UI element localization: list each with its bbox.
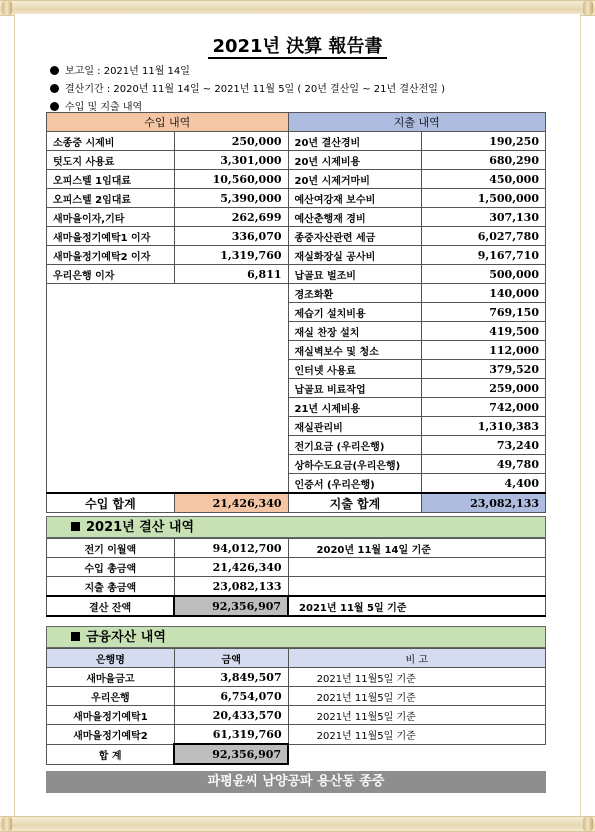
expense-label: 종중자산관련 세금: [288, 227, 422, 246]
asset-note: 2021년 11월5일 기준: [288, 668, 545, 687]
info-period: 결산기간 : 2020년 11월 14일 ~ 2021년 11월 5일 ( 20년 결산일 ~ 21년 결산전일 ): [50, 80, 445, 95]
income-label: 새마을정기예탁1 이자: [47, 227, 175, 246]
expense-value: 307,130: [422, 208, 546, 227]
income-value: 250,000: [174, 132, 288, 151]
scroll-rod-left: [2, 1, 12, 15]
expense-value: 419,500: [422, 322, 546, 341]
expense-label: 인증서 (우리은행): [288, 474, 422, 494]
income-label: 오피스텔 1임대료: [47, 170, 175, 189]
asset-amount: 20,433,570: [174, 706, 288, 725]
expense-value: 450,000: [422, 170, 546, 189]
expense-value: 769,150: [422, 303, 546, 322]
expense-value: 259,000: [422, 379, 546, 398]
expense-value: 140,000: [422, 284, 546, 303]
expense-label: 21년 시제비용: [288, 398, 422, 417]
table-row: [47, 706, 546, 725]
income-label: 새마을이자,기타: [47, 208, 175, 227]
income-value: 6,811: [174, 265, 288, 284]
expense-value: 49,780: [422, 455, 546, 474]
income-label: 텃도지 사용료: [47, 151, 175, 170]
income-label: 오피스텔 2임대료: [47, 189, 175, 208]
asset-amount: 61,319,760: [174, 725, 288, 745]
expense-label: 경조화환: [288, 284, 422, 303]
income-value: 262,699: [174, 208, 288, 227]
expense-label: 제습기 설치비용: [288, 303, 422, 322]
expense-value: 1,500,000: [422, 189, 546, 208]
expense-label: 재실관리비: [288, 417, 422, 436]
assets-total-value: 92,356,907: [174, 744, 288, 764]
expense-label: 20년 시제거마비: [288, 170, 422, 189]
footer-organization: 파평윤씨 남양공파 용산동 종중: [46, 771, 546, 793]
asset-bank: 우리은행: [47, 687, 175, 706]
expense-label: 20년 결산경비: [288, 132, 422, 151]
income-value: 336,070: [174, 227, 288, 246]
settlement-table: [46, 538, 546, 617]
settlement-label: 결산 잔액: [47, 596, 175, 616]
expense-value: 500,000: [422, 265, 546, 284]
asset-note: 2021년 11월5일 기준: [288, 725, 545, 745]
settlement-label: 지출 총금액: [47, 577, 175, 597]
expense-value: 6,027,780: [422, 227, 546, 246]
settlement-note: 2020년 11월 14일 기준: [288, 539, 545, 558]
table-row: [47, 265, 546, 284]
income-value: 10,560,000: [174, 170, 288, 189]
settlement-note: 2021년 11월 5일 기준: [288, 596, 545, 616]
assets-heading: 금융자산 내역: [46, 626, 546, 648]
asset-note: 2021년 11월5일 기준: [288, 706, 545, 725]
settlement-note: [288, 577, 545, 597]
expense-label: 재실화장실 공사비: [288, 246, 422, 265]
settlement-value: 23,082,133: [174, 577, 288, 597]
assets-col-amount: 금액: [174, 649, 288, 668]
scroll-rod-left: [2, 817, 12, 831]
expense-label: 재실 찬장 설치: [288, 322, 422, 341]
expense-value: 4,400: [422, 474, 546, 494]
expense-total-label: 지출 합계: [288, 493, 422, 513]
table-row: [47, 668, 546, 687]
assets-table: [46, 648, 546, 765]
expense-value: 680,290: [422, 151, 546, 170]
expense-label: 상하수도요금(우리은행): [288, 455, 422, 474]
scroll-rod-right: [583, 1, 593, 15]
expense-value: 73,240: [422, 436, 546, 455]
income-label: 소종중 시제비: [47, 132, 175, 151]
asset-bank: 새마을정기예탁2: [47, 725, 175, 745]
table-row: [47, 284, 546, 303]
expense-label: 20년 시제비용: [288, 151, 422, 170]
expense-label: 납골묘 벌조비: [288, 265, 422, 284]
asset-bank: 새마을정기예탁1: [47, 706, 175, 725]
expense-label: 전기요금 (우리은행): [288, 436, 422, 455]
income-empty-area: [47, 284, 289, 494]
bullet-icon: [50, 84, 59, 93]
expense-label: 예산여강재 보수비: [288, 189, 422, 208]
income-value: 5,390,000: [174, 189, 288, 208]
expense-value: 112,000: [422, 341, 546, 360]
bullet-icon: [50, 66, 59, 75]
table-row: [47, 151, 546, 170]
scroll-rod-right: [583, 817, 593, 831]
table-row: [47, 208, 546, 227]
table-row: [47, 227, 546, 246]
assets-col-bank: 은행명: [47, 649, 175, 668]
table-row: [47, 725, 546, 745]
table-row: [47, 687, 546, 706]
settlement-value: 92,356,907: [174, 596, 288, 616]
income-header: 수입 내역: [47, 113, 289, 132]
income-label: 새마을정기예탁2 이자: [47, 246, 175, 265]
income-label: 우리은행 이자: [47, 265, 175, 284]
settlement-value: 21,426,340: [174, 558, 288, 577]
info-section: 수입 및 지출 내역: [50, 98, 142, 113]
assets-total-row: [47, 744, 546, 764]
asset-amount: 3,849,507: [174, 668, 288, 687]
assets-total-label: 합 계: [47, 744, 175, 764]
income-value: 1,319,760: [174, 246, 288, 265]
square-bullet-icon: [71, 632, 80, 641]
expense-value: 742,000: [422, 398, 546, 417]
asset-note: 2021년 11월5일 기준: [288, 687, 545, 706]
table-row: [47, 132, 546, 151]
income-total-label: 수입 합계: [47, 493, 175, 513]
expense-total-value: 23,082,133: [422, 493, 546, 513]
income-expense-table: [46, 112, 546, 513]
expense-label: 납골묘 비료작업: [288, 379, 422, 398]
assets-total-blank: [288, 744, 545, 764]
table-row: [47, 170, 546, 189]
page-title: 2021년 決算 報告書: [0, 32, 595, 58]
expense-label: 예산춘행재 경비: [288, 208, 422, 227]
settlement-heading: 2021년 결산 내역: [46, 516, 546, 538]
expense-value: 9,167,710: [422, 246, 546, 265]
income-value: 3,301,000: [174, 151, 288, 170]
expense-value: 379,520: [422, 360, 546, 379]
assets-col-note: 비 고: [288, 649, 545, 668]
settlement-label: 전기 이월액: [47, 539, 175, 558]
table-row: [47, 189, 546, 208]
asset-bank: 새마을금고: [47, 668, 175, 687]
settlement-note: [288, 558, 545, 577]
expense-label: 인터넷 사용료: [288, 360, 422, 379]
bullet-icon: [50, 102, 59, 111]
income-total-value: 21,426,340: [174, 493, 288, 513]
asset-amount: 6,754,070: [174, 687, 288, 706]
square-bullet-icon: [71, 522, 80, 531]
info-report-date: 보고일 : 2021년 11월 14일: [50, 62, 190, 77]
settlement-label: 수입 총금액: [47, 558, 175, 577]
expense-value: 190,250: [422, 132, 546, 151]
expense-header: 지출 내역: [288, 113, 545, 132]
expense-value: 1,310,383: [422, 417, 546, 436]
expense-label: 재실벽보수 및 청소: [288, 341, 422, 360]
settlement-value: 94,012,700: [174, 539, 288, 558]
totals-row: [47, 493, 546, 513]
table-row: [47, 246, 546, 265]
